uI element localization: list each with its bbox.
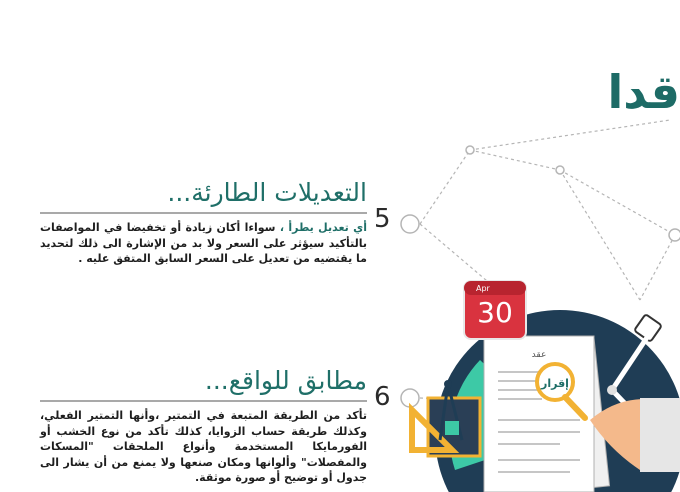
section-heading: مطابق للواقع... bbox=[204, 366, 367, 395]
section-highlight: أي تعديل يطرأ ، bbox=[279, 221, 367, 234]
step-number: 6 bbox=[374, 382, 391, 412]
page-title: قدا bbox=[607, 65, 680, 119]
section-heading: التعديلات الطارئة... bbox=[167, 178, 367, 207]
badge-text: إقرار bbox=[541, 377, 569, 390]
contract-document-icon bbox=[484, 336, 610, 492]
section-text: سواءا أكان زيادة أو تخفيضا في المواصفات بالتأكيد سيؤثر على السعر ولا بد من الإشارة الى ذلك لتحديد ما يقتضيه من تعديل على السعر السابق المتفق عليه . bbox=[40, 221, 367, 265]
step-number: 5 bbox=[374, 204, 391, 234]
calendar-day: 30 bbox=[477, 296, 513, 329]
document-title: عقد bbox=[531, 350, 547, 360]
calendar-icon bbox=[464, 281, 526, 339]
calendar-month: Apr bbox=[476, 284, 490, 293]
section-body: تأكد من الطريقة المتبعة في التمتير ،وأنها التمتير الفعلي، وكذلك طريقة حساب الزوايا، كذلك تأكد من نوع الخشب أو الفورمايكا المستخدمة وأنواع الملحقات "المسكات والمفصلات" وألوانها ومكان صنعها ولا يمنع من أن يشار الى جدول أو توضيح أو صورة موثقة. bbox=[40, 409, 367, 484]
